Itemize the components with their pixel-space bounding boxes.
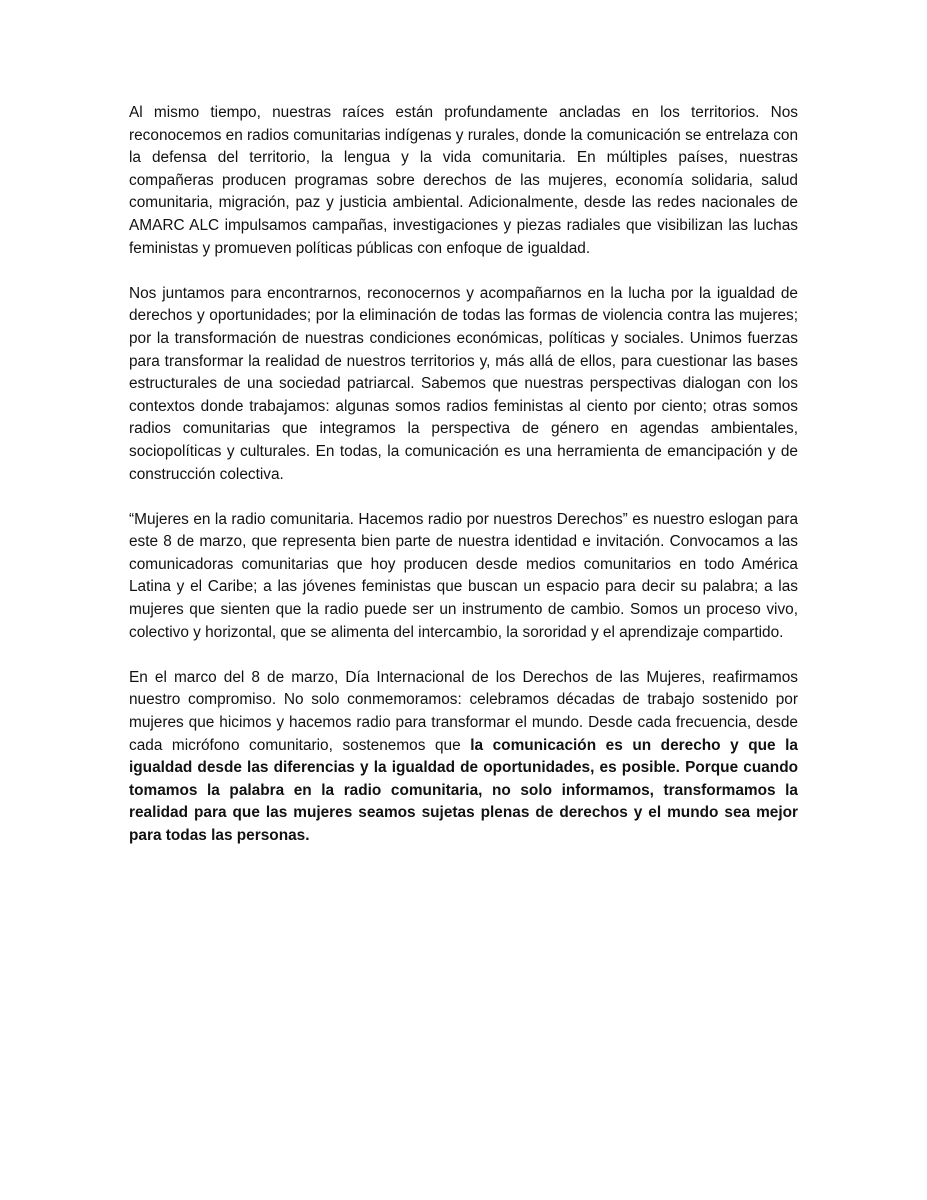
paragraph-nos-juntamos: Nos juntamos para encontrarnos, reconocernos y acompañarnos en la lucha por la igualdad de derechos y oportunidades; por la eliminación de todas las formas de violencia contra las mujeres; por la transformación de nuestras condiciones económicas, políticas y sociales. Unimos fuerzas para transformar la realidad de nuestros territorios y, más allá de ellos, para cuestionar las bases estructurales de una sociedad patriarcal. Sabemos que nuestras perspectivas dialogan con los contextos donde trabajamos: algunas somos radios feministas al ciento por ciento; otras somos radios comunitarias que integramos la perspectiva de género en agendas ambientales, sociopolíticas y culturales. En todas, la comunicación es una herramienta de emancipación y de construcción colectiva.: [129, 284, 798, 483]
document-page: [129, 102, 798, 848]
paragraph-8-de-marzo: [129, 667, 798, 848]
paragraph-territorios: Al mismo tiempo, nuestras raíces están profundamente ancladas en los territorios. Nos reconocemos en radios comunitarias indígenas y rurales, donde la comunicación se entrelaza con la defensa del territorio, la lengua y la vida comunitaria. En múltiples países, nuestras compañeras producen programas sobre derechos de las mujeres, economía solidaria, salud comunitaria, migración, paz y justicia ambiental. Adicionalmente, desde las redes nacionales de AMARC ALC impulsamos campañas, investigaciones y piezas radiales que visibilizan las luchas feministas y promueven políticas públicas con enfoque de igualdad.: [129, 104, 799, 257]
paragraph-8-de-marzo-regular: En el marco del 8 de marzo, Día Internacional de los Derechos de las Mujeres, reafirmamos nuestro compromiso. No solo conmemoramos: celebramos décadas de trabajo sostenido por mujeres que hicimos y hacemos radio para transformar el mundo. Desde cada frecuencia, desde cada micrófono comunitario, sostenemos que: [129, 668, 798, 754]
paragraph-8-de-marzo-bold: la comunicación es un derecho y que la igualdad desde las diferencias y la igualdad de oportunidades, es posible. Porque cuando tomamos la palabra en la radio comunitaria, no solo informamos, transformamos la realidad para que las mujeres seamos sujetas plenas de derechos y el mundo sea mejor para todas las personas.: [129, 736, 798, 844]
paragraph-eslogan: “Mujeres en la radio comunitaria. Hacemos radio por nuestros Derechos” es nuestro eslogan para este 8 de marzo, que representa bien parte de nuestra identidad e invitación. Convocamos a las comunicadoras comunitarias que hoy producen desde medios comunitarios en todo América Latina y el Caribe; a las jóvenes feministas que buscan un espacio para decir su palabra; a las mujeres que sienten que la radio puede ser un instrumento de cambio. Somos un proceso vivo, colectivo y horizontal, que se alimenta del intercambio, la sororidad y el aprendizaje compartido.: [129, 510, 798, 641]
